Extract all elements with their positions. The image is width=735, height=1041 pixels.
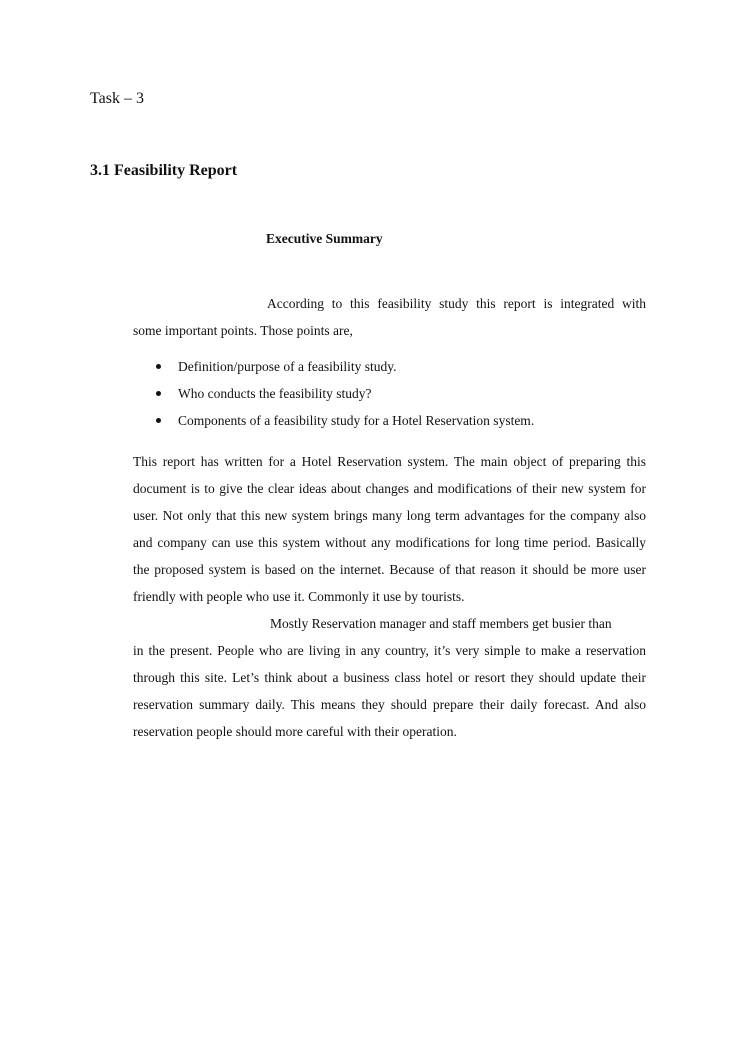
bullet-text: Who conducts the feasibility study? [178, 386, 372, 401]
paragraph-2-first-line: Mostly Reservation manager and staff members get busier than [270, 616, 612, 631]
intro-paragraph [133, 290, 646, 344]
bullet-text: Components of a feasibility study for a Hotel Reservation system. [178, 413, 535, 428]
bullet-text: Definition/purpose of a feasibility study. [178, 359, 397, 374]
task-heading: Task – 3 [90, 90, 144, 107]
bullet-icon [156, 418, 161, 423]
list-item [154, 407, 534, 434]
paragraph-2-rest: in the present. People who are living in any country, it’s very simple to make a reservation through this site. Let’s think about a business class hotel or resort they should update their reservation summary daily. This means they should prepare their daily forecast. And also reservation people should more careful with their operation. [133, 643, 646, 739]
intro-line-1: According to this feasibility study this report is integrated with [267, 296, 646, 311]
bullet-icon [156, 391, 161, 396]
executive-summary-heading: Executive Summary [266, 231, 383, 246]
section-heading: 3.1 Feasibility Report [90, 162, 238, 179]
intro-line-2: some important points. Those points are, [133, 323, 353, 338]
list-item [154, 380, 534, 407]
list-item [154, 353, 534, 380]
bullet-list [154, 353, 534, 434]
bullet-icon [156, 364, 161, 369]
paragraph-2 [133, 610, 646, 745]
paragraph-1: This report has written for a Hotel Reservation system. The main object of preparing this document is to give the clear ideas about changes and modifications of their new system for user. Not only that this new system brings many long term advantages for the company also and company can use this system without any modifications for long time period. Basically the proposed system is based on the internet. Because of that reason it should be more user friendly with people who use it. Commonly it use by tourists. [133, 454, 646, 604]
